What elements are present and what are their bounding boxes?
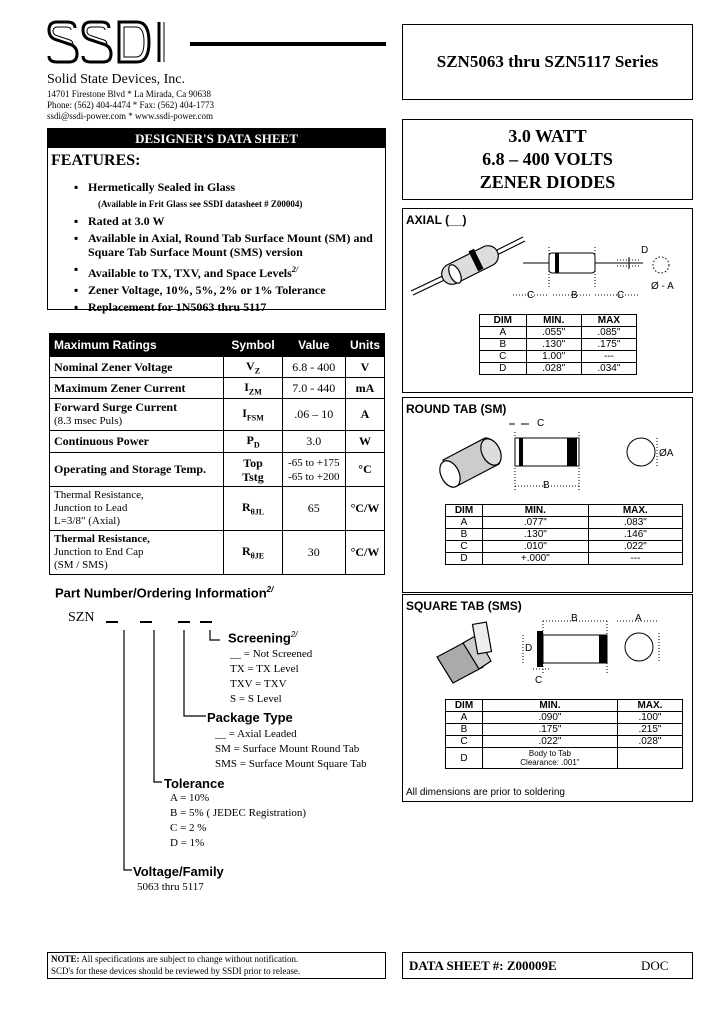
screening-option: S = S Level: [230, 693, 282, 705]
min-header: MIN.: [526, 315, 581, 327]
table-row: [446, 748, 683, 769]
square-tab-title: SQUARE TAB (SMS): [406, 599, 522, 613]
ordering-prefix: SZN: [68, 610, 95, 625]
rating-value: 65: [282, 487, 345, 531]
axial-diode-drawing: [403, 227, 692, 307]
feature-item: ▪ Available in Axial, Round Tab Surface Mount (SM) and: [88, 231, 373, 246]
table-row: [50, 531, 385, 575]
feature-item: ▪ Zener Voltage, 10%, 5%, 2% or 1% Tolerance: [88, 283, 373, 298]
min-cell: .130": [483, 529, 589, 541]
table-row: [480, 339, 637, 351]
axial-title: AXIAL (__): [406, 213, 467, 227]
rating-unit: W: [346, 431, 385, 453]
min-cell: .028": [526, 363, 581, 375]
feature-item: ▪ Rated at 3.0 W: [88, 214, 373, 229]
header-max-ratings: Maximum Ratings: [50, 334, 224, 357]
dim-cell: D: [446, 553, 483, 565]
company-address: 14701 Firestone Blvd * La Mirada, Ca 90638: [47, 89, 211, 99]
doc-label: DOC: [641, 958, 669, 973]
table-row: [50, 453, 385, 487]
max-cell: .083": [588, 517, 682, 529]
max-cell: .022": [588, 541, 682, 553]
rating-symbol: $I_{FSM}$: [224, 399, 282, 431]
footer-datasheet-box: [402, 952, 693, 979]
tolerance-option: D = 1%: [170, 837, 205, 849]
rating-symbol: $P_D$: [224, 431, 282, 453]
max-header: MAX: [581, 315, 636, 327]
square-tab-dimensions-table: [445, 699, 683, 769]
axial-dim-b: B: [571, 290, 578, 301]
tolerance-option: A = 10%: [170, 792, 210, 804]
headline-voltage: 6.8 – 400 VOLTS: [482, 149, 613, 169]
rating-symbol: Top Tstg: [224, 453, 282, 487]
min-cell: .175": [483, 724, 618, 736]
feature-item: ▪ Replacement for 1N5063 thru 5117: [88, 300, 373, 315]
dim-cell: C: [446, 541, 483, 553]
max-header: MAX.: [588, 505, 682, 517]
voltage-family-label: Voltage/Family: [133, 864, 224, 879]
max-cell: .085": [581, 327, 636, 339]
rating-value: -65 to +175 -65 to +200: [282, 453, 345, 487]
feature-item: ▪ Hermetically Sealed in Glass: [88, 180, 373, 195]
max-cell: .100": [617, 712, 682, 724]
square-tab-dim-d: D: [525, 643, 533, 654]
table-row: [50, 357, 385, 378]
table-row: [446, 553, 683, 565]
rating-symbol: $V_Z$: [224, 357, 282, 378]
table-row: [480, 351, 637, 363]
table-row: [446, 529, 683, 541]
axial-dim-a: Ø - A: [651, 281, 674, 292]
footer-note-box: [47, 952, 386, 979]
headline-type: ZENER DIODES: [479, 172, 616, 192]
min-cell: 1.00": [526, 351, 581, 363]
table-header-row: [446, 505, 683, 517]
min-cell: .130": [526, 339, 581, 351]
min-header: MIN.: [483, 700, 618, 712]
datasheet-banner: DESIGNER'S DATA SHEET: [48, 129, 385, 148]
max-cell: [617, 748, 682, 769]
round-tab-dimensions-table: [445, 504, 683, 565]
table-row: [446, 724, 683, 736]
package-option: SM = Surface Mount Round Tab: [215, 743, 360, 755]
features-title: FEATURES:: [51, 152, 141, 169]
clearance-cell: Body to Tab Clearance: .001": [483, 748, 618, 769]
package-option: __ = Axial Leaded: [215, 728, 297, 740]
rating-symbol: $I_{ZM}$: [224, 378, 282, 399]
ordering-title: Part Number/Ordering Information$^{2/}$: [55, 585, 274, 601]
header-value: Value: [282, 334, 345, 357]
table-row: [50, 487, 385, 531]
rating-unit: °C: [346, 453, 385, 487]
package-option: SMS = Surface Mount Square Tab: [215, 758, 367, 770]
datasheet-number: DATA SHEET #: Z00009E: [409, 958, 557, 973]
company-web: ssdi@ssdi-power.com * www.ssdi-power.com: [47, 111, 213, 121]
company-name: Solid State Devices, Inc.: [47, 72, 186, 87]
rating-label: Thermal Resistance, Junction to End Cap (SM / SMS): [50, 531, 224, 575]
rating-value: 6.8 - 400: [282, 357, 345, 378]
table-row: [50, 431, 385, 453]
rating-label: Nominal Zener Voltage: [50, 357, 224, 378]
min-cell: +.000": [483, 553, 589, 565]
header-rule: [190, 42, 386, 46]
rating-unit: V: [346, 357, 385, 378]
headline-power: 3.0 WATT: [508, 126, 587, 146]
rating-label: Thermal Resistance, Junction to Lead L=3/8" (Axial): [50, 487, 224, 531]
rating-label: Maximum Zener Current: [50, 378, 224, 399]
table-header-row: [480, 315, 637, 327]
rating-unit: °C/W: [346, 487, 385, 531]
axial-package-box: [402, 208, 693, 393]
dim-cell: B: [480, 339, 527, 351]
axial-dim-c-right: C: [617, 290, 625, 301]
rating-label: Forward Surge Current (8.3 msec Puls): [50, 399, 224, 431]
feature-subnote: Square Tab Surface Mount (SMS) version: [88, 245, 303, 259]
screening-option: __ = Not Screened: [230, 648, 313, 660]
max-cell: ---: [588, 553, 682, 565]
series-title-box: [402, 24, 693, 100]
package-type-label: Package Type: [207, 710, 293, 725]
header-symbol: Symbol: [224, 334, 282, 357]
max-ratings-table: [49, 333, 385, 575]
axial-dim-c-left: C: [527, 290, 535, 301]
dim-cell: A: [480, 327, 527, 339]
screening-option: TX = TX Level: [230, 663, 299, 675]
table-header-row: [446, 700, 683, 712]
table-row: [480, 327, 637, 339]
min-cell: .090": [483, 712, 618, 724]
footer-note-line2: SCD's for these devices should be reviewed by SSDI prior to release.: [51, 966, 301, 976]
dim-cell: A: [446, 517, 483, 529]
table-row: [480, 363, 637, 375]
square-tab-dim-a: A: [635, 613, 642, 624]
rating-label: Continuous Power: [50, 431, 224, 453]
tolerance-option: C = 2 %: [170, 822, 207, 834]
rating-value: .06 – 10: [282, 399, 345, 431]
company-phone: Phone: (562) 404-4474 * Fax: (562) 404-1773: [47, 100, 214, 110]
axial-dimensions-table: [479, 314, 637, 375]
series-title: SZN5063 thru SZN5117 Series: [436, 52, 659, 71]
axial-dim-d: D: [641, 245, 649, 256]
dim-cell: B: [446, 529, 483, 541]
rating-unit: mA: [346, 378, 385, 399]
table-row: [446, 541, 683, 553]
max-cell: .034": [581, 363, 636, 375]
square-tab-dim-b: B: [571, 613, 578, 624]
rating-label: Operating and Storage Temp.: [50, 453, 224, 487]
min-cell: .077": [483, 517, 589, 529]
screening-label: Screening$^{2/}$: [228, 630, 298, 646]
round-tab-package-box: [402, 397, 693, 593]
square-tab-note: All dimensions are prior to soldering: [406, 787, 565, 798]
screening-option: TXV = TXV: [230, 678, 287, 690]
table-header-row: [50, 334, 385, 357]
min-cell: .010": [483, 541, 589, 553]
max-cell: ---: [581, 351, 636, 363]
round-tab-dim-b: B: [543, 480, 550, 491]
square-tab-package-box: [402, 594, 693, 802]
dim-header: DIM: [446, 505, 483, 517]
dim-cell: B: [446, 724, 483, 736]
tolerance-label: Tolerance: [164, 776, 225, 791]
min-cell: .022": [483, 736, 618, 748]
max-cell: .215": [617, 724, 682, 736]
rating-unit: A: [346, 399, 385, 431]
rating-unit: °C/W: [346, 531, 385, 575]
round-tab-dim-c: C: [537, 418, 545, 429]
square-tab-dim-c: C: [535, 675, 543, 686]
round-tab-dim-a: ØA: [659, 448, 674, 459]
max-cell: .146": [588, 529, 682, 541]
max-header: MAX.: [617, 700, 682, 712]
rating-symbol: $R_{\theta JL}$: [224, 487, 282, 531]
dim-cell: D: [446, 748, 483, 769]
table-row: [446, 712, 683, 724]
table-row: [50, 399, 385, 431]
rating-value: 30: [282, 531, 345, 575]
dim-cell: C: [480, 351, 527, 363]
table-row: [446, 736, 683, 748]
dim-cell: A: [446, 712, 483, 724]
company-logo: [47, 18, 187, 74]
tolerance-option: B = 5% ( JEDEC Registration): [170, 807, 307, 819]
feature-item: ▪ Available to TX, TXV, and Space Levels$^{2/}$: [88, 262, 373, 281]
round-tab-title: ROUND TAB (SM): [406, 402, 507, 416]
min-header: MIN.: [483, 505, 589, 517]
table-row: [50, 378, 385, 399]
footer-note-line1: NOTE: All specifications are subject to change without notification.: [51, 954, 299, 964]
dim-header: DIM: [446, 700, 483, 712]
headline-box: [402, 119, 693, 200]
dim-cell: D: [480, 363, 527, 375]
rating-symbol: $R_{\theta JE}$: [224, 531, 282, 575]
square-tab-drawing: [403, 613, 692, 693]
max-cell: .028": [617, 736, 682, 748]
rating-value: 3.0: [282, 431, 345, 453]
header-units: Units: [346, 334, 385, 357]
table-row: [446, 517, 683, 529]
voltage-family-range: 5063 thru 5117: [137, 881, 204, 893]
features-box: [47, 128, 386, 314]
max-cell: .175": [581, 339, 636, 351]
dim-header: DIM: [480, 315, 527, 327]
feature-subnote: (Available in Frit Glass see SSDI datasheet # Z00004): [98, 199, 303, 209]
rating-value: 7.0 - 440: [282, 378, 345, 399]
dim-cell: C: [446, 736, 483, 748]
min-cell: .055": [526, 327, 581, 339]
